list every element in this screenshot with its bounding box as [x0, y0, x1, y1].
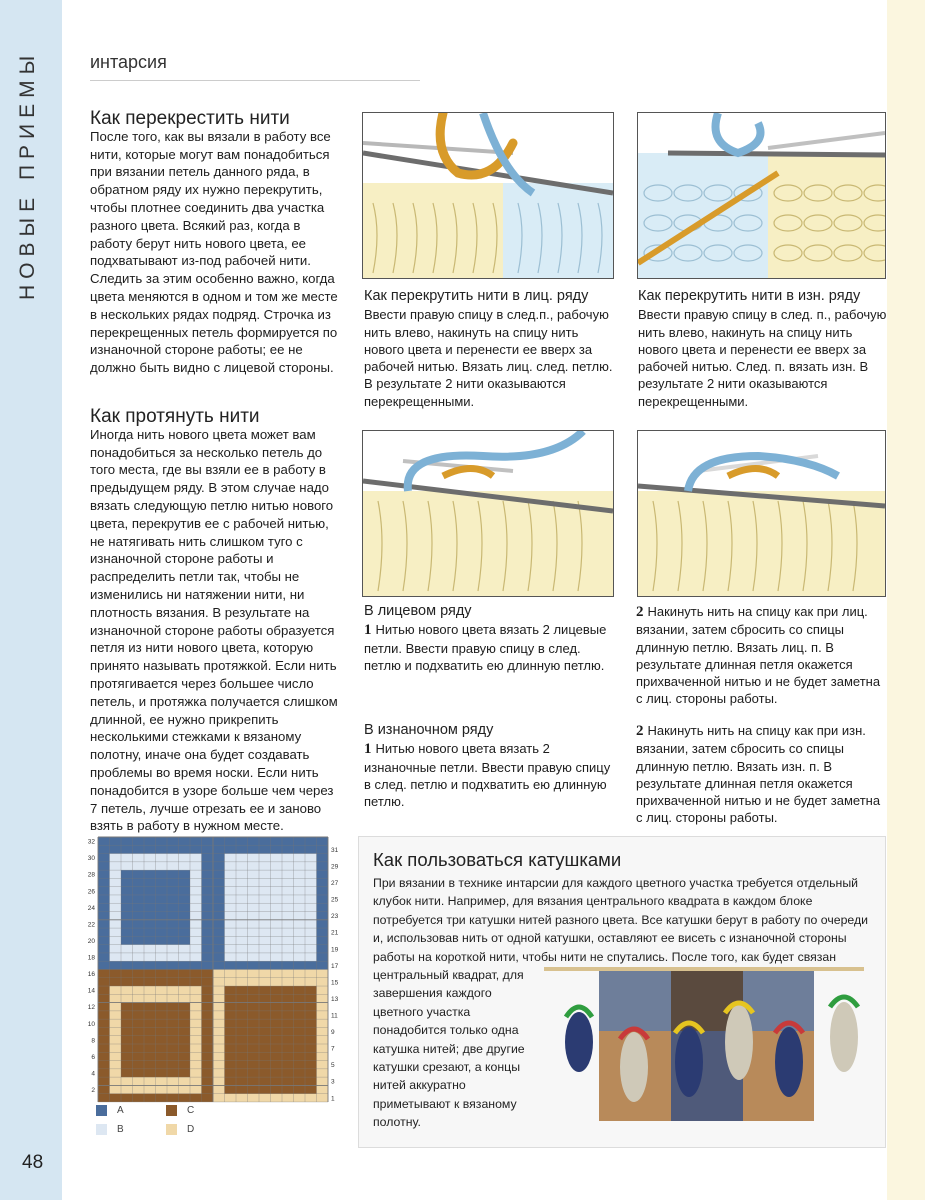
row-label-right: 15 [331, 979, 339, 987]
row-label-right: 27 [331, 880, 339, 888]
legend-swatch-d [166, 1124, 177, 1135]
page-header: интарсия [90, 52, 167, 72]
strand-title: Как протянуть нити [90, 406, 260, 427]
row-label-right: 5 [331, 1062, 335, 1070]
row-label-left: 10 [87, 1020, 95, 1028]
bobbins-body-wide: При вязании в технике интарсии для каждого цветного участка требуется отдельный клубок нити. Например, для вязания центрального квадрата в каждом блоке потребуется три катушки нитей разного цвета. Все катушки берут в работу по очереди и, использовав нить от одной катушки, оставляют ее висеть с изнаночной стороны работы на короткой нити, чтобы нити не спутались. После того, как будет связан центральный квадрат, для [373, 876, 869, 983]
caption-purl-row-step2 [636, 722, 886, 827]
knit-row-step2-number: 2 [636, 604, 644, 620]
row-label-left: 2 [91, 1087, 95, 1095]
legend-swatch-b [96, 1124, 107, 1135]
row-label-left: 8 [91, 1037, 95, 1045]
row-label-right: 7 [331, 1045, 335, 1053]
caption-purl-twist-body: Ввести правую спицу в след. п., рабочую нить влево, накинуть на спицу нить нового цвета и перенести ее вверх за рабочей нитью. След. п. вязать изн. В результате 2 нити оказываются перекрещенными. [638, 307, 887, 409]
strand-step1-illustration [362, 430, 614, 597]
row-label-left: 16 [87, 971, 95, 979]
purl-row-step2-number: 2 [636, 723, 644, 739]
bobbins-panel [358, 836, 886, 1148]
row-label-left: 12 [87, 1004, 95, 1012]
legend-swatch-a [96, 1105, 107, 1116]
knit-twist-illustration [362, 112, 614, 279]
row-label-left: 14 [87, 987, 95, 995]
bobbins-body-narrow: завершения каждого цветного участка понадобится только одна катушка нитей; две другие катушки срезают, а концы нитей аккуратно приметывают к вязаному полотну. [373, 986, 525, 1130]
section-side-title [16, 266, 40, 300]
row-label-right: 19 [331, 946, 339, 954]
caption-knit-twist-title: Как перекрутить нити в лиц. ряду [364, 288, 589, 304]
purl-row-step2: Накинуть нить на спицу как при изн. вязании, затем сбросить со спицы длинную петлю. Вязать изн. п. В результате длинная петля окажется прихваченной нитью и не будет заметна с лиц. стороны работы. [636, 723, 881, 826]
caption-knit-row [364, 603, 614, 674]
strand-step2-illustration [637, 430, 886, 597]
row-label-left: 32 [87, 838, 95, 846]
legend-item-c: C [166, 1105, 194, 1116]
row-label-right: 11 [331, 1012, 338, 1020]
caption-purl-twist-title: Как перекрутить нити в изн. ряду [638, 288, 861, 304]
legend-item-a: A [96, 1105, 124, 1116]
header-rule [90, 80, 420, 81]
row-label-left: 6 [91, 1053, 95, 1061]
row-label-right: 1 [331, 1095, 335, 1103]
legend-swatch-c [166, 1105, 177, 1116]
purl-row-step1: Нитью нового цвета вязать 2 изнаночные петли. Ввести правую спицу в след. петлю и подхватить ею длинную петлю. [364, 741, 611, 810]
right-edge-strip [887, 0, 925, 1200]
intarsia-chart [82, 835, 344, 1155]
caption-knit-twist [364, 288, 614, 410]
caption-knit-row-title: В лицевом ряду [364, 603, 472, 619]
cross-section [90, 110, 340, 377]
row-label-left: 30 [87, 855, 95, 863]
legend-item-d: D [166, 1124, 194, 1135]
row-label-left: 26 [87, 888, 95, 896]
legend-item-b: B [96, 1124, 124, 1135]
row-label-right: 23 [331, 913, 339, 921]
row-label-left: 20 [87, 937, 95, 945]
row-label-left: 28 [87, 871, 95, 879]
chart-grid [82, 835, 344, 1105]
row-label-right: 13 [331, 995, 339, 1003]
row-label-right: 21 [331, 929, 339, 937]
row-label-left: 4 [91, 1070, 95, 1078]
knit-row-step2: Накинуть нить на спицу как при лиц. вязании, затем сбросить со спицы длинную петлю. Вязать лиц. п. В результате длинная петля окажется прихваченной нитью и не будет заметна с лиц. стороны работы. [636, 604, 881, 707]
cross-body: После того, как вы вязали в работу все нити, которые могут вам понадобиться при вязании петель данного ряда, в обратном ряду их нужно перекрутить, чтобы плотнее соединить два участка разного цвета. Всякий раз, когда в работу берут нить нового цвета, ее подхватывают из-под рабочей нити. Следить за этим особенно важно, когда цвета меняются в одном и том же месте в нескольких рядах подряд. Строчка из перекрещенных петель формируется по изнаночной стороне работы; ее не должно быть видно с лицевой стороны. [90, 128, 338, 376]
bobbins-photo [544, 957, 879, 1137]
row-label-left: 24 [87, 904, 95, 912]
caption-purl-twist [638, 288, 888, 410]
row-label-right: 17 [331, 962, 339, 970]
knit-row-step1: Нитью нового цвета вязать 2 лицевые петли. Ввести правую спицу в след. петлю и подхватить ею длинную петлю. [364, 622, 607, 673]
row-label-right: 25 [331, 896, 339, 904]
row-label-right: 9 [331, 1029, 335, 1037]
bobbins-title: Как пользоваться катушками [373, 849, 622, 870]
strand-section [90, 408, 340, 835]
cross-title: Как перекрестить нити [90, 108, 290, 129]
purl-twist-illustration [637, 112, 886, 279]
row-label-right: 31 [331, 846, 339, 854]
row-label-right: 29 [331, 863, 339, 871]
page-number: 48 [22, 1152, 44, 1173]
knit-row-step1-number: 1 [364, 622, 372, 639]
caption-purl-row-title: В изнаночном ряду [364, 722, 494, 738]
strand-body: Иногда нить нового цвета может вам понадобиться за несколько петель до того места, где вы взяли ее в работу в предыдущем ряду. В этом случае надо вязать следующую петлю нитью нового цвета, перекрутив ее с рабочей нитью, не натягивать нить слишком туго с изнаночной стороне работы и распределить петли так, чтобы не изменились ни натяжении нити, ни плотность вязания. В результате на изнаночной стороне работы образуется петля из нити нового цвета, которую принято называть протяжкой. Если нить протягивается через большее число петель, и протяжка получается слишком длинной, ее нужно прикрепить несколькими стежками к вязаному полотну, иначе она будет создавать проблемы во время носки. Если нить понадобится в узоре больше чем через 7 петель, лучше отрезать ее и заново взять в работу в нужном месте. [90, 426, 338, 834]
caption-knit-twist-body: Ввести правую спицу в след.п., рабочую нить влево, накинуть на спицу нить нового цвета и перенести ее вверх за рабочей нитью. Вязать лиц. след. петлю. В результате 2 нити оказываются перекрещенными. [364, 307, 613, 409]
row-label-left: 18 [87, 954, 95, 962]
caption-knit-row-step2 [636, 603, 886, 708]
purl-row-step1-number: 1 [364, 741, 372, 758]
row-label-left: 22 [87, 921, 95, 929]
row-label-right: 3 [331, 1078, 335, 1086]
caption-purl-row [364, 722, 614, 810]
